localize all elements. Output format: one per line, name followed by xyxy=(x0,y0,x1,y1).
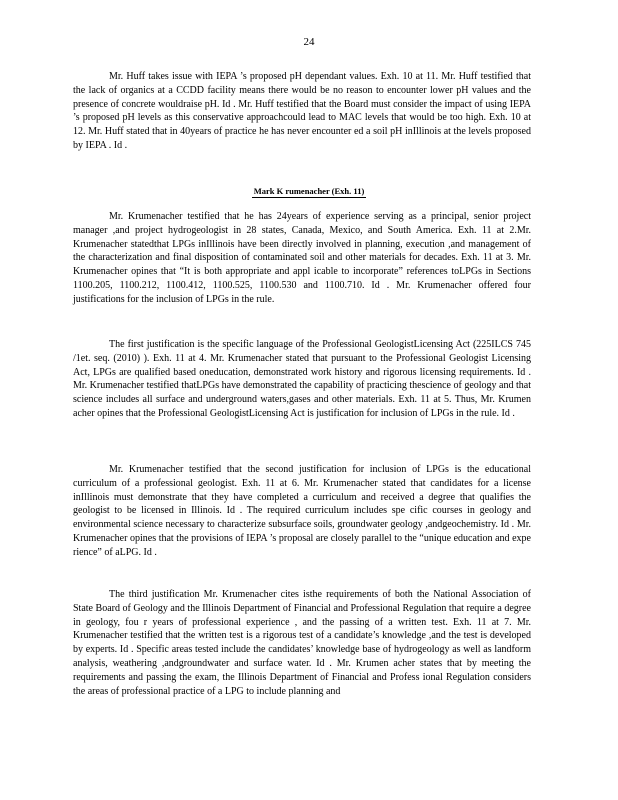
paragraph-third-justification: The third justification Mr. Krumenacher cites isthe requirements of both the National Association of State Board of Geology and the Illinois Department of Financial and Professional Regulation that require a degree in geology, fou r years of professional experience , and the passing of a written test. Exh. 11 at 7. Mr. Krumenacher testified that the written test is a rigorous test of a candidate’s knowledge ,and the test is developed by experts. Id . Specific areas tested include the candidates’ knowledge base of hydrogeology as well as landform analysis, weathering ,andgroundwater and surface water. Id . Mr. Krumen acher states that by meeting the requirements and passing the exam, the Illinois Department of Financial and Profess ional Regulation considers the areas of professional practice of a LPG to include planning and xyxy=(73,589,531,697)
paragraph-first-justification: The first justification is the specific language of the Professional GeologistLicensing Act (225ILCS 745 /1et. seq. (2010) ). Exh. 11 at 4. Mr. Krumenacher stated that pursuant to the Professional Geologist Licensing Act, LPGs are qualified based oneducation, demonstrated work history and rigorous licensing requirements. Id . Mr. Krumenacher testified thatLPGs have demonstrated the capability of practicing thescience of geology and that science includes all surface and underground waters,gases and other materials. Exh. 11 at 5. Thus, Mr. Krumen acher opines that the Professional GeologistLicensing Act is justification for inclusion of LPGs in the rule. Id . xyxy=(73,339,531,419)
section-heading xyxy=(0,186,618,196)
section-heading-text: Mark K rumenacher (Exh. 11) xyxy=(253,186,365,196)
paragraph-second-justification: Mr. Krumenacher testified that the second justification for inclusion of LPGs is the educational curriculum of a professional geologist. Exh. 11 at 6. Mr. Krumenacher stated that candidates for a license inIllinois must demonstrate that they have completed a curriculum and received a degree that qualifies the geologist to be licensed in Illinois. Id . The required curriculum includes spe cific courses in geology and environmental science necessary to characterize subsurface soils, groundwater geology ,andgeochemistry. Id . Mr. Krumenacher opines that the provisions of IEPA ’s proposal are closely parallel to the “unique education and expe rience” of aLPG. Id . xyxy=(73,464,531,558)
paragraph-huff: Mr. Huff takes issue with IEPA ’s proposed pH dependant values. Exh. 10 at 11. Mr. Huff testified that the lack of organics at a CCDD facility means there would be no reason to encounter lower pH values and the presence of concrete wouldraise pH. Id . Mr. Huff testified that the Board must consider the impact of using IEPA ’s proposed pH levels as this conservative approachcould lead to MAC levels that would be too high. Exh. 10 at 12. Mr. Huff stated that in 40years of practice he has never encounter ed a soil pH inIllinois at the levels proposed by IEPA . Id . xyxy=(73,71,531,151)
paragraph-krumenacher-intro: Mr. Krumenacher testified that he has 24years of experience serving as a principal, senior project manager ,and project hydrogeologist in 28 states, Canada, Mexico, and South America. Exh. 11 at 2.Mr. Krumenacher statedthat LPGs inIllinois have been directly involved in planning, execution ,and management of the characterization and final disposition of contaminated soil and other materials for decades. Exh. 11 at 3. Mr. Krumenacher opines that “It is both appropriate and appl icable to incorporate” references toLPGs in Sections 1100.205, 1100.212, 1100.412, 1100.525, 1100.530 and 1100.710. Id . Mr. Krumenacher offered four justifications for the inclusion of LPGs in the rule. xyxy=(73,211,531,305)
page-number: 24 xyxy=(303,36,315,48)
